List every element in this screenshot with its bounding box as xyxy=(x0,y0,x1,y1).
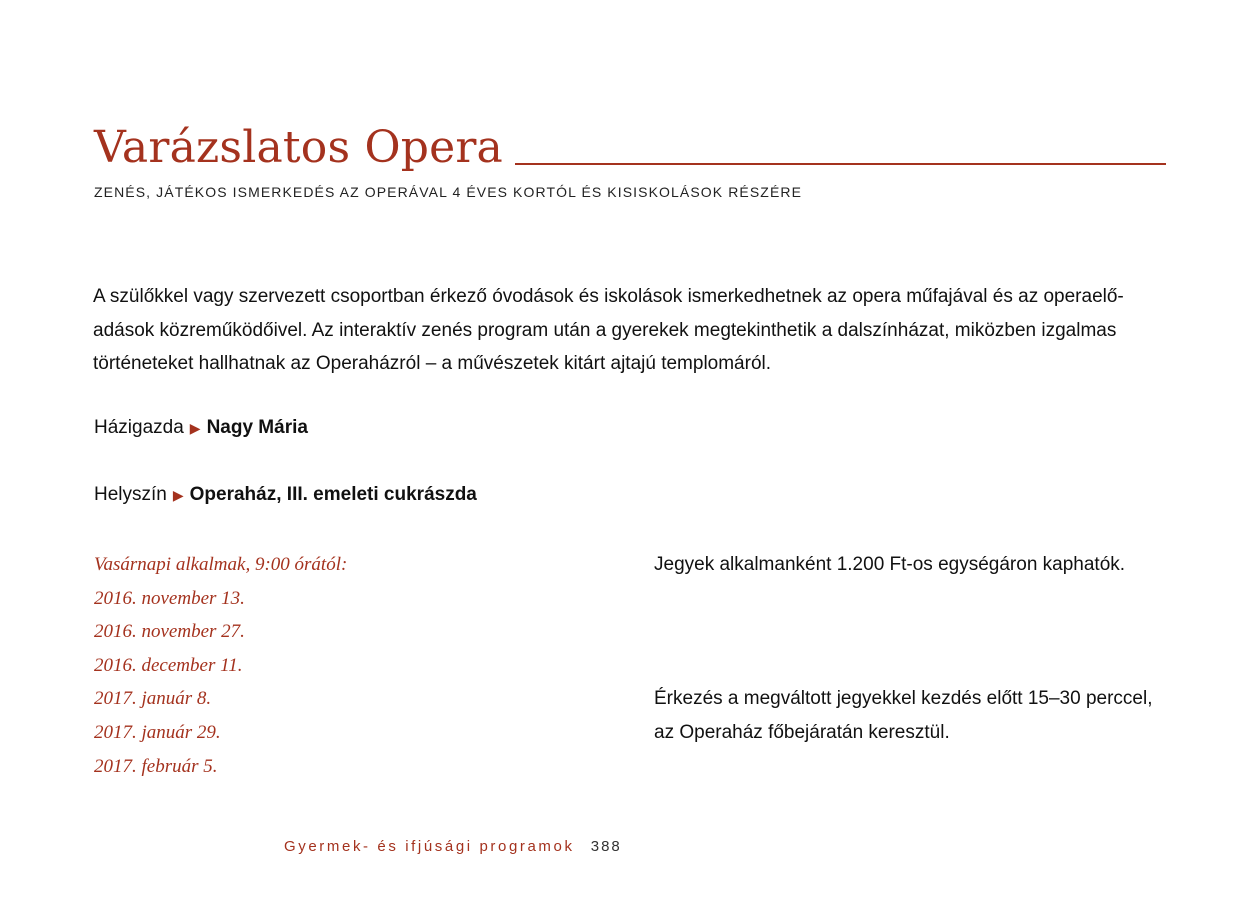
host-name: Nagy Mária xyxy=(206,417,308,438)
page-subtitle: ZENÉS, JÁTÉKOS ISMERKEDÉS AZ OPERÁVAL 4 ÉVES KORTÓL ÉS KISISKOLÁSOK RÉSZÉRE xyxy=(94,184,803,200)
host-label: Házigazda xyxy=(94,417,184,438)
venue-name: Operaház, III. emeleti cukrászda xyxy=(189,484,477,505)
page-title: Varázslatos Opera xyxy=(94,122,503,173)
arrival-info: Érkezés a megváltott jegyekkel kezdés előtt 15–30 perccel, az Operaház főbejáratán keresztül. xyxy=(654,688,1153,743)
schedule-list xyxy=(94,548,347,783)
triangle-right-icon: ▶ xyxy=(172,487,184,503)
intro-paragraph: A szülőkkel vagy szervezett csoportban érkező óvodások és iskolások ismerkedhetnek az opera műfajával és az operaelő-adások közreműködőivel. Az interaktív zenés program után a gyerekek megtekinthetik a dalszínházat, miközben izgalmas történeteket hallhatnak az Operaházról – a művészetek kitárt ajtajú templomáról. xyxy=(93,286,1124,374)
title-divider xyxy=(515,163,1166,165)
footer-section-label: Gyermek- és ifjúsági programok xyxy=(284,838,575,855)
ticket-info: Jegyek alkalmanként 1.200 Ft-os egységáron kaphatók. xyxy=(654,554,1126,575)
title-row xyxy=(94,120,1166,176)
schedule-date: 2016. december 11. xyxy=(94,654,243,676)
schedule-date: 2017. január 8. xyxy=(94,688,212,710)
schedule-heading: Vasárnapi alkalmak, 9:00 órától: xyxy=(94,554,348,575)
page-footer xyxy=(284,836,622,858)
venue-label: Helyszín xyxy=(94,484,167,505)
venue-row xyxy=(94,481,477,509)
host-row xyxy=(94,414,308,442)
triangle-right-icon: ▶ xyxy=(189,420,201,436)
schedule-date: 2016. november 27. xyxy=(94,621,245,643)
schedule-date: 2017. január 29. xyxy=(94,721,221,743)
schedule-date: 2017. február 5. xyxy=(94,755,218,777)
schedule-date: 2016. november 13. xyxy=(94,587,245,609)
page-number: 388 xyxy=(590,838,622,855)
